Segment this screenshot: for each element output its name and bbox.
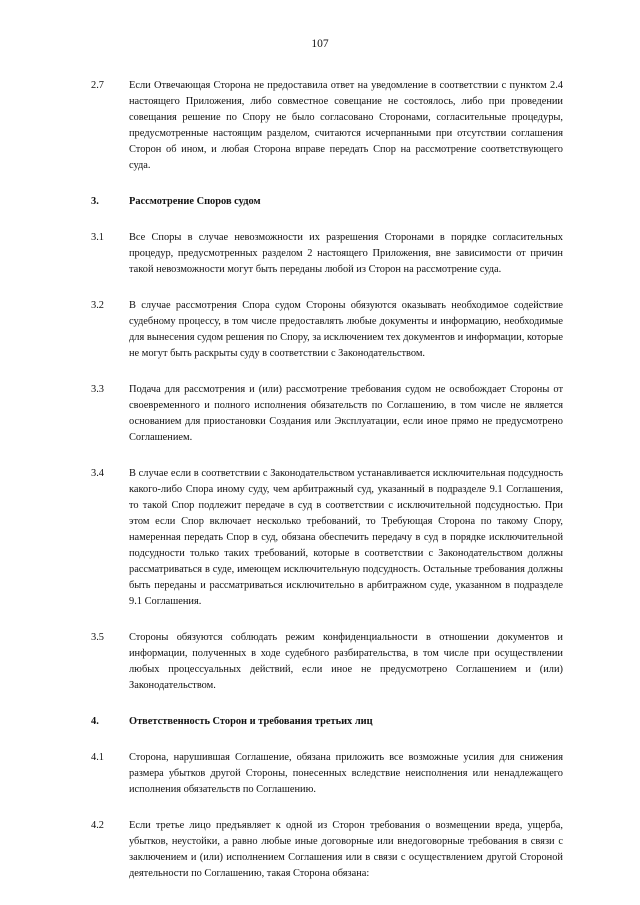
section-3-heading (91, 194, 563, 210)
clause-3-2 (91, 298, 563, 362)
clause-text: В случае рассмотрения Спора судом Стороны обязуются оказывать необходимое содействие судебному процессу, в том числе предоставлять любые документы и информацию, необходимые для вынесения судом решения по Спору, за исключением тех документов и информации, которые не могут быть раскрыты суду в соответствии с Законодательством. (129, 300, 563, 359)
clause-3-5 (91, 630, 563, 694)
clause-text: Стороны обязуются соблюдать режим конфиденциальности в отношении документов и информации, полученных в ходе судебного разбирательства, в том числе при осуществлении любых процессуальных действий, если иное не предусмотрено Соглашением и (или) Законодательством. (129, 632, 563, 691)
clause-number: 3.4 (91, 468, 104, 479)
clause-number: 3.2 (91, 300, 104, 311)
clause-number: 3.5 (91, 632, 104, 643)
clause-number: 4.2 (91, 820, 104, 831)
document-body (91, 78, 563, 882)
clause-number: 2.7 (91, 80, 104, 91)
clause-text: Подача для рассмотрения и (или) рассмотрение требования судом не освобождает Стороны от своевременного и полного исполнения обязательств по Соглашению, в том числе не является основанием для приостановки Создания или Эксплуатации, если иное прямо не предусмотрено Соглашением. (129, 384, 563, 443)
clause-3-1 (91, 230, 563, 278)
clause-number: 4.1 (91, 752, 104, 763)
clause-text: Если третье лицо предъявляет к одной из Сторон требования о возмещении вреда, ущерба, убытков, неустойки, а равно любые иные договорные или внедоговорные требования в связи с заключением и (или) исполнением Соглашения или в связи с осуществлением другой Стороной деятельности по Соглашению, такая Сторона обязана: (129, 820, 563, 879)
clause-text: Все Споры в случае невозможности их разрешения Сторонами в порядке согласительных процедур, предусмотренных разделом 2 настоящего Приложения, вне зависимости от причин такой невозможности могут быть переданы любой из Сторон на рассмотрение суда. (129, 232, 563, 275)
section-title: Рассмотрение Споров судом (129, 196, 261, 207)
clause-text: Сторона, нарушившая Соглашение, обязана приложить все возможные усилия для снижения размера убытков другой Стороны, понесенных вследствие неисполнения или ненадлежащего исполнения обязательств по Соглашению. (129, 752, 563, 795)
section-number: 4. (91, 716, 99, 727)
clause-text: В случае если в соответствии с Законодательством устанавливается исключительная подсудность какого-либо Спора иному суду, чем арбитражный суд, указанный в подразделе 9.1 Соглашения, то такой Спор подлежит передаче в суд в соответствии с исключительной подсудностью. При этом если Спор включает несколько требований, то Требующая Сторона по такому Спору, намеренная передать Спор в суд, обязана обеспечить передачу в суд в порядке исключительной подсудности только таких требований, которые в соответствии с Законодательством должны рассматриваться в суде, имеющем исключительную подсудность. Остальные требования должны быть переданы и рассматриваться исключительно в арбитражном суде, указанном в подразделе 9.1 Соглашения. (129, 468, 563, 607)
clause-3-4 (91, 466, 563, 610)
section-4-heading (91, 714, 563, 730)
clause-4-2 (91, 818, 563, 882)
section-number: 3. (91, 196, 99, 207)
clause-number: 3.1 (91, 232, 104, 243)
section-title: Ответственность Сторон и требования третьих лиц (129, 716, 373, 727)
page-number: 107 (311, 38, 329, 50)
clause-3-3 (91, 382, 563, 446)
clause-text: Если Отвечающая Сторона не предоставила ответ на уведомление в соответствии с пунктом 2.4 настоящего Приложения, либо совместное совещание не состоялось, либо при проведении совещания решение по Спору не было согласовано Сторонами, согласительные процедуры, предусмотренные настоящим разделом, считаются исчерпанными при отсутствии соглашения Сторон об ином, и любая Сторона вправе передать Спор на рассмотрение соответствующего суда. (129, 80, 563, 171)
clause-4-1 (91, 750, 563, 798)
clause-2-7 (91, 78, 563, 174)
clause-number: 3.3 (91, 384, 104, 395)
